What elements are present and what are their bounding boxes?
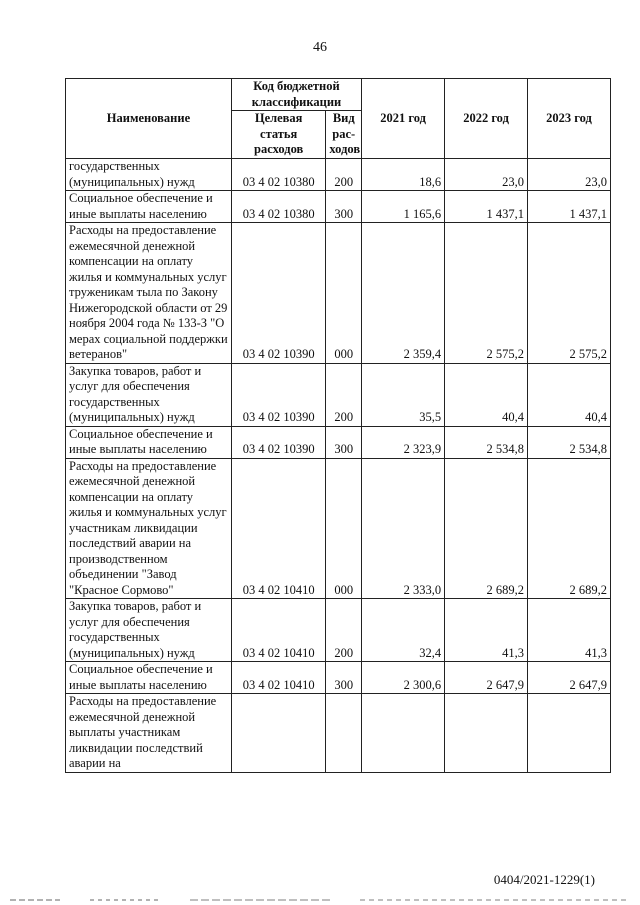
row-value-2021: 2 300,6 <box>362 662 445 694</box>
row-code: 03 4 02 10390 <box>231 426 326 458</box>
row-value-2023: 2 689,2 <box>528 458 611 599</box>
row-kind: 200 <box>326 363 362 426</box>
row-kind: 300 <box>326 662 362 694</box>
header-target: Целевая статья расходов <box>231 111 326 159</box>
row-name: Социальное обеспечение и иные выплаты населению <box>66 662 232 694</box>
header-name: Наименование <box>66 79 232 159</box>
row-code: 03 4 02 10380 <box>231 159 326 191</box>
row-value-2021: 2 323,9 <box>362 426 445 458</box>
table-row <box>66 426 611 458</box>
row-code: 03 4 02 10390 <box>231 223 326 364</box>
row-code: 03 4 02 10390 <box>231 363 326 426</box>
row-name: Расходы на предоставление ежемесячной денежной компенсации на оплату жилья и коммунальных услуг труженикам тыла по Закону Нижегородской области от 29 ноября 2004 года № 133-З "О мерах социальной поддержки ветеранов" <box>66 223 232 364</box>
budget-table <box>65 78 611 773</box>
row-value-2022 <box>445 694 528 773</box>
row-kind: 000 <box>326 223 362 364</box>
row-name: Закупка товаров, работ и услуг для обеспечения государственных (муниципальных) нужд <box>66 363 232 426</box>
scan-edge-marks <box>0 897 640 903</box>
table-row <box>66 223 611 364</box>
row-value-2021: 18,6 <box>362 159 445 191</box>
header-year-2022: 2022 год <box>445 79 528 159</box>
row-kind: 300 <box>326 426 362 458</box>
row-code: 03 4 02 10410 <box>231 599 326 662</box>
header-kind: Вид рас-ходов <box>326 111 362 159</box>
row-value-2023: 40,4 <box>528 363 611 426</box>
row-code: 03 4 02 10410 <box>231 662 326 694</box>
document-code: 0404/2021-1229(1) <box>493 872 595 887</box>
row-value-2022: 2 647,9 <box>445 662 528 694</box>
row-kind <box>326 694 362 773</box>
row-code: 03 4 02 10410 <box>231 458 326 599</box>
row-kind: 200 <box>326 599 362 662</box>
row-name: Расходы на предоставление ежемесячной денежной выплаты участникам ликвидации последствий аварии на <box>66 694 232 773</box>
row-value-2023: 2 647,9 <box>528 662 611 694</box>
row-value-2021: 1 165,6 <box>362 191 445 223</box>
table-row <box>66 694 611 773</box>
table-row <box>66 458 611 599</box>
row-value-2022: 1 437,1 <box>445 191 528 223</box>
table-row <box>66 363 611 426</box>
row-value-2021: 35,5 <box>362 363 445 426</box>
row-code <box>231 694 326 773</box>
row-value-2022: 41,3 <box>445 599 528 662</box>
row-value-2021: 2 333,0 <box>362 458 445 599</box>
table-row <box>66 191 611 223</box>
row-name: Закупка товаров, работ и услуг для обеспечения государственных (муниципальных) нужд <box>66 599 232 662</box>
row-value-2021: 32,4 <box>362 599 445 662</box>
row-value-2021 <box>362 694 445 773</box>
row-name: Социальное обеспечение и иные выплаты населению <box>66 426 232 458</box>
table-row <box>66 599 611 662</box>
row-value-2023: 41,3 <box>528 599 611 662</box>
row-value-2023: 2 534,8 <box>528 426 611 458</box>
row-kind: 000 <box>326 458 362 599</box>
header-year-2023: 2023 год <box>528 79 611 159</box>
header-year-2021: 2021 год <box>362 79 445 159</box>
page-number: 46 <box>313 40 327 55</box>
row-name: Расходы на предоставление ежемесячной денежной компенсации на оплату жилья и коммунальных услуг участникам ликвидации последствий аварии на производственном объединении "Завод "Красное Сормово" <box>66 458 232 599</box>
table-header <box>66 79 611 159</box>
row-value-2023: 2 575,2 <box>528 223 611 364</box>
row-value-2021: 2 359,4 <box>362 223 445 364</box>
row-value-2023: 1 437,1 <box>528 191 611 223</box>
row-kind: 200 <box>326 159 362 191</box>
row-kind: 300 <box>326 191 362 223</box>
row-value-2023: 23,0 <box>528 159 611 191</box>
row-value-2022: 2 534,8 <box>445 426 528 458</box>
row-value-2022: 23,0 <box>445 159 528 191</box>
row-value-2022: 40,4 <box>445 363 528 426</box>
row-name: государственных (муниципальных) нужд <box>66 159 232 191</box>
row-value-2022: 2 689,2 <box>445 458 528 599</box>
table-row <box>66 662 611 694</box>
row-code: 03 4 02 10380 <box>231 191 326 223</box>
header-code-group: Код бюджетной классификации <box>231 79 361 111</box>
row-value-2023 <box>528 694 611 773</box>
row-value-2022: 2 575,2 <box>445 223 528 364</box>
table-row <box>66 159 611 191</box>
row-name: Социальное обеспечение и иные выплаты населению <box>66 191 232 223</box>
